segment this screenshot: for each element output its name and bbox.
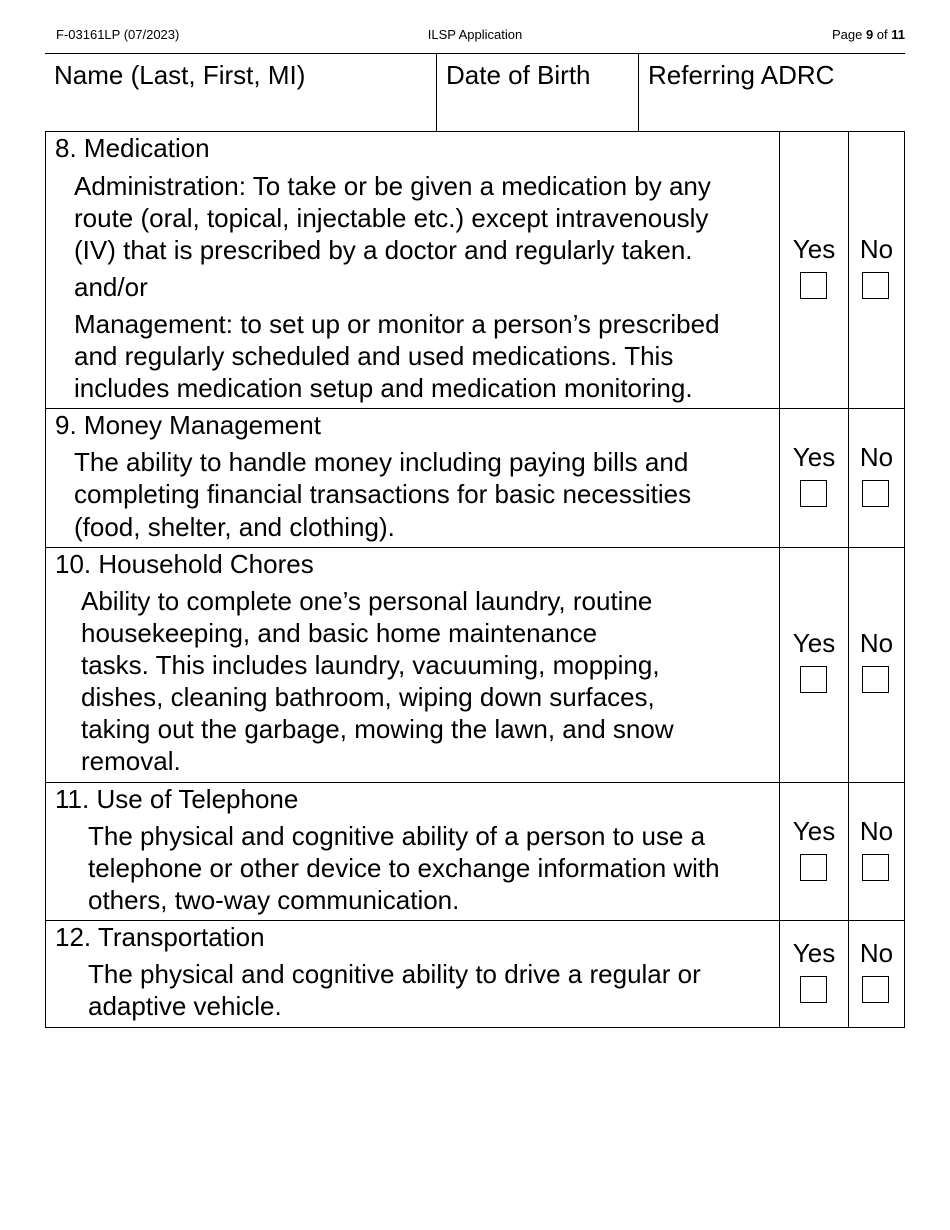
question-table [45,131,905,1028]
yes-label: Yes [792,442,836,472]
page-of: of [873,27,892,42]
question-title: 12. Transportation [55,922,265,952]
question-row-money-management [46,408,904,547]
yes-column [780,921,849,1027]
no-checkbox[interactable] [862,480,889,507]
question-title: 11. Use of Telephone [55,784,299,814]
question-line: completing financial transactions for basic necessities [74,479,692,509]
name-field[interactable] [45,53,436,131]
question-line: taking out the garbage, mowing the lawn, and snow [81,714,674,744]
yes-checkbox[interactable] [800,272,827,299]
yes-label: Yes [792,938,836,968]
question-line: The ability to handle money including paying bills and [74,447,689,477]
no-label: No [859,816,894,846]
date-of-birth-field[interactable] [436,53,638,131]
question-line: Administration: To take or be given a medication by any [74,171,711,201]
question-line: The physical and cognitive ability of a person to use a [88,821,706,851]
question-cell [46,132,780,408]
no-checkbox[interactable] [862,666,889,693]
name-label: Name (Last, First, MI) [54,60,306,90]
no-checkbox[interactable] [862,854,889,881]
yes-label: Yes [792,234,836,264]
no-column [849,132,904,408]
question-line: housekeeping, and basic home maintenance [81,618,598,648]
question-line: and regularly scheduled and used medications. This [74,341,674,371]
yes-checkbox[interactable] [800,480,827,507]
yes-label: Yes [792,628,836,658]
form-title: ILSP Application [427,27,523,42]
page-indicator [832,28,905,42]
yes-column [780,548,849,782]
question-line: The physical and cognitive ability to drive a regular or [88,959,701,989]
question-line: route (oral, topical, injectable etc.) except intravenously [74,203,709,233]
question-line: telephone or other device to exchange information with [88,853,720,883]
no-column [849,548,904,782]
adrc-label: Referring ADRC [648,60,835,90]
yes-column [780,409,849,547]
page-prefix: Page [831,27,866,42]
question-line: (IV) that is prescribed by a doctor and regularly taken. [74,235,693,265]
question-row-medication [46,132,904,408]
question-line: others, two-way communication. [88,885,460,915]
question-cell [46,921,780,1027]
no-label: No [859,938,894,968]
question-line: removal. [81,746,181,776]
dob-label: Date of Birth [446,60,591,90]
no-label: No [859,628,894,658]
question-line: tasks. This includes laundry, vacuuming, mopping, [81,650,660,680]
yes-checkbox[interactable] [800,976,827,1003]
question-row-household-chores [46,547,904,782]
question-line: (food, shelter, and clothing). [74,512,395,542]
question-line: adaptive vehicle. [88,991,282,1021]
no-column [849,409,904,547]
yes-column [780,783,849,920]
question-line: Ability to complete one’s personal laundry, routine [81,586,653,616]
page-current: 9 [865,27,874,42]
question-title: 9. Money Management [55,410,321,440]
page-total: 11 [891,27,905,42]
yes-label: Yes [792,816,836,846]
yes-column [780,132,849,408]
referring-adrc-field[interactable] [638,53,905,131]
question-title: 8. Medication [55,133,210,163]
no-column [849,783,904,920]
question-cell [46,409,780,547]
question-line: includes medication setup and medication monitoring. [74,373,693,403]
no-label: No [859,234,894,264]
question-row-use-of-telephone [46,782,904,920]
question-line: dishes, cleaning bathroom, wiping down surfaces, [81,682,655,712]
no-checkbox[interactable] [862,976,889,1003]
yes-checkbox[interactable] [800,666,827,693]
question-line: Management: to set up or monitor a person’s prescribed [74,309,720,339]
identification-row [45,53,905,131]
question-cell [46,783,780,920]
yes-checkbox[interactable] [800,854,827,881]
question-cell [46,548,780,782]
question-title: 10. Household Chores [55,549,314,579]
no-column [849,921,904,1027]
question-line: and/or [74,272,148,302]
no-label: No [859,442,894,472]
form-number: F-03161LP (07/2023) [56,27,180,42]
question-row-transportation [46,920,904,1027]
no-checkbox[interactable] [862,272,889,299]
